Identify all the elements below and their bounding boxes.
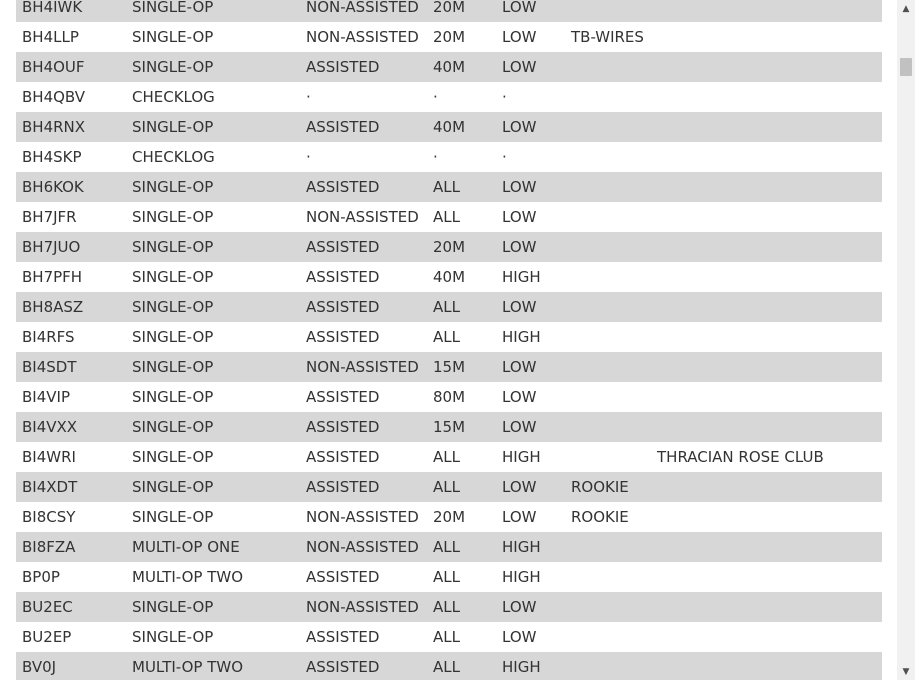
cell-assisted: · <box>300 142 427 172</box>
table-row <box>16 292 882 322</box>
cell-power: HIGH <box>496 532 565 562</box>
cell-club <box>651 262 882 292</box>
table-row <box>16 82 882 112</box>
table-row <box>16 652 882 680</box>
table-row <box>16 22 882 52</box>
cell-overlay: TB-WIRES <box>565 22 651 52</box>
cell-call: BI4SDT <box>16 352 126 382</box>
cell-power: LOW <box>496 412 565 442</box>
cell-assisted: ASSISTED <box>300 112 427 142</box>
cell-club <box>651 352 882 382</box>
cell-category: SINGLE-OP <box>126 172 300 202</box>
table-row <box>16 172 882 202</box>
table-row <box>16 502 882 532</box>
cell-power: LOW <box>496 472 565 502</box>
cell-overlay: ROOKIE <box>565 472 651 502</box>
cell-category: SINGLE-OP <box>126 262 300 292</box>
cell-overlay <box>565 322 651 352</box>
cell-assisted: NON-ASSISTED <box>300 352 427 382</box>
cell-band: ALL <box>427 592 496 622</box>
table-row <box>16 0 882 22</box>
cell-call: BI8CSY <box>16 502 126 532</box>
cell-category: SINGLE-OP <box>126 472 300 502</box>
cell-club <box>651 292 882 322</box>
cell-call: BI4XDT <box>16 472 126 502</box>
cell-category: SINGLE-OP <box>126 412 300 442</box>
cell-overlay <box>565 532 651 562</box>
cell-band: ALL <box>427 202 496 232</box>
cell-band: ALL <box>427 442 496 472</box>
cell-call: BH8ASZ <box>16 292 126 322</box>
cell-category: MULTI-OP TWO <box>126 562 300 592</box>
cell-overlay <box>565 292 651 322</box>
cell-power: LOW <box>496 52 565 82</box>
cell-category: SINGLE-OP <box>126 22 300 52</box>
cell-band: ALL <box>427 322 496 352</box>
cell-club <box>651 382 882 412</box>
table-row <box>16 322 882 352</box>
cell-club <box>651 142 882 172</box>
cell-band: ALL <box>427 172 496 202</box>
cell-club <box>651 22 882 52</box>
cell-overlay <box>565 442 651 472</box>
cell-category: SINGLE-OP <box>126 382 300 412</box>
cell-category: SINGLE-OP <box>126 322 300 352</box>
cell-call: BV0J <box>16 652 126 680</box>
cell-club <box>651 562 882 592</box>
cell-band: 40M <box>427 262 496 292</box>
scroll-down-icon[interactable]: ▼ <box>902 666 910 677</box>
cell-call: BH4QBV <box>16 82 126 112</box>
cell-power: LOW <box>496 382 565 412</box>
cell-band: 20M <box>427 502 496 532</box>
cell-category: SINGLE-OP <box>126 622 300 652</box>
cell-club <box>651 52 882 82</box>
cell-band: ALL <box>427 472 496 502</box>
cell-assisted: ASSISTED <box>300 442 427 472</box>
cell-band: ALL <box>427 652 496 680</box>
cell-call: BI8FZA <box>16 532 126 562</box>
scroll-thumb[interactable] <box>900 58 912 76</box>
cell-overlay <box>565 82 651 112</box>
table-row <box>16 592 882 622</box>
cell-assisted: NON-ASSISTED <box>300 0 427 22</box>
cell-overlay <box>565 232 651 262</box>
cell-category: SINGLE-OP <box>126 0 300 22</box>
cell-overlay <box>565 0 651 22</box>
cell-category: MULTI-OP TWO <box>126 652 300 680</box>
cell-call: BU2EC <box>16 592 126 622</box>
cell-assisted: ASSISTED <box>300 322 427 352</box>
scroll-up-icon[interactable]: ▲ <box>902 3 910 14</box>
table-row <box>16 262 882 292</box>
cell-call: BH7JUO <box>16 232 126 262</box>
cell-assisted: · <box>300 82 427 112</box>
cell-band: 15M <box>427 352 496 382</box>
cell-band: 80M <box>427 382 496 412</box>
cell-club <box>651 652 882 680</box>
cell-category: SINGLE-OP <box>126 292 300 322</box>
cell-category: SINGLE-OP <box>126 202 300 232</box>
cell-category: CHECKLOG <box>126 82 300 112</box>
table-row <box>16 622 882 652</box>
cell-assisted: NON-ASSISTED <box>300 592 427 622</box>
cell-assisted: ASSISTED <box>300 412 427 442</box>
cell-band: 20M <box>427 232 496 262</box>
cell-call: BH7PFH <box>16 262 126 292</box>
cell-overlay <box>565 52 651 82</box>
cell-assisted: ASSISTED <box>300 472 427 502</box>
cell-overlay <box>565 652 651 680</box>
cell-power: HIGH <box>496 442 565 472</box>
cell-band: ALL <box>427 532 496 562</box>
cell-overlay <box>565 562 651 592</box>
cell-band: 40M <box>427 112 496 142</box>
cell-power: HIGH <box>496 562 565 592</box>
cell-band: 40M <box>427 52 496 82</box>
cell-club <box>651 82 882 112</box>
cell-call: BI4RFS <box>16 322 126 352</box>
cell-call: BH7JFR <box>16 202 126 232</box>
log-table <box>16 0 882 680</box>
cell-overlay <box>565 412 651 442</box>
cell-power: LOW <box>496 0 565 22</box>
cell-power: HIGH <box>496 652 565 680</box>
cell-band: ALL <box>427 562 496 592</box>
cell-club: THRACIAN ROSE CLUB <box>651 442 882 472</box>
cell-club <box>651 502 882 532</box>
cell-category: CHECKLOG <box>126 142 300 172</box>
cell-power: LOW <box>496 112 565 142</box>
cell-power: LOW <box>496 292 565 322</box>
cell-power: LOW <box>496 172 565 202</box>
cell-category: SINGLE-OP <box>126 52 300 82</box>
cell-call: BH4SKP <box>16 142 126 172</box>
cell-category: SINGLE-OP <box>126 592 300 622</box>
cell-club <box>651 0 882 22</box>
cell-category: SINGLE-OP <box>126 442 300 472</box>
cell-overlay <box>565 352 651 382</box>
table-row <box>16 472 882 502</box>
cell-assisted: ASSISTED <box>300 262 427 292</box>
cell-band: 20M <box>427 22 496 52</box>
table-row <box>16 442 882 472</box>
cell-assisted: ASSISTED <box>300 172 427 202</box>
table-row <box>16 232 882 262</box>
table-row <box>16 142 882 172</box>
cell-power: LOW <box>496 622 565 652</box>
cell-assisted: ASSISTED <box>300 382 427 412</box>
cell-overlay <box>565 142 651 172</box>
table-row <box>16 112 882 142</box>
cell-overlay <box>565 112 651 142</box>
cell-band: ALL <box>427 292 496 322</box>
vertical-scrollbar[interactable] <box>897 0 915 680</box>
cell-band: · <box>427 82 496 112</box>
cell-assisted: ASSISTED <box>300 652 427 680</box>
cell-club <box>651 232 882 262</box>
cell-call: BH4LLP <box>16 22 126 52</box>
cell-call: BI4WRI <box>16 442 126 472</box>
cell-call: BU2EP <box>16 622 126 652</box>
table-row <box>16 562 882 592</box>
cell-band: ALL <box>427 622 496 652</box>
cell-call: BP0P <box>16 562 126 592</box>
cell-power: HIGH <box>496 262 565 292</box>
cell-call: BI4VXX <box>16 412 126 442</box>
cell-category: SINGLE-OP <box>126 112 300 142</box>
cell-power: LOW <box>496 202 565 232</box>
cell-club <box>651 532 882 562</box>
cell-power: LOW <box>496 22 565 52</box>
cell-band: · <box>427 142 496 172</box>
cell-overlay: ROOKIE <box>565 502 651 532</box>
table-row <box>16 352 882 382</box>
cell-category: MULTI-OP ONE <box>126 532 300 562</box>
table-row <box>16 412 882 442</box>
cell-band: 20M <box>427 0 496 22</box>
log-table-body <box>16 0 882 680</box>
cell-overlay <box>565 202 651 232</box>
table-row <box>16 52 882 82</box>
cell-category: SINGLE-OP <box>126 352 300 382</box>
cell-club <box>651 112 882 142</box>
cell-call: BH4IWK <box>16 0 126 22</box>
cell-club <box>651 322 882 352</box>
cell-power: LOW <box>496 232 565 262</box>
cell-power: HIGH <box>496 322 565 352</box>
cell-power: · <box>496 142 565 172</box>
cell-overlay <box>565 262 651 292</box>
cell-call: BH4RNX <box>16 112 126 142</box>
cell-assisted: ASSISTED <box>300 292 427 322</box>
cell-band: 15M <box>427 412 496 442</box>
table-row <box>16 382 882 412</box>
cell-call: BI4VIP <box>16 382 126 412</box>
cell-assisted: NON-ASSISTED <box>300 22 427 52</box>
cell-category: SINGLE-OP <box>126 502 300 532</box>
cell-assisted: ASSISTED <box>300 232 427 262</box>
cell-assisted: NON-ASSISTED <box>300 532 427 562</box>
cell-overlay <box>565 172 651 202</box>
cell-assisted: ASSISTED <box>300 622 427 652</box>
cell-call: BH4OUF <box>16 52 126 82</box>
cell-club <box>651 172 882 202</box>
cell-power: LOW <box>496 352 565 382</box>
cell-overlay <box>565 622 651 652</box>
cell-club <box>651 592 882 622</box>
cell-club <box>651 412 882 442</box>
table-row <box>16 532 882 562</box>
cell-club <box>651 202 882 232</box>
cell-assisted: ASSISTED <box>300 52 427 82</box>
cell-power: LOW <box>496 502 565 532</box>
cell-assisted: NON-ASSISTED <box>300 502 427 532</box>
cell-overlay <box>565 382 651 412</box>
cell-club <box>651 472 882 502</box>
cell-power: LOW <box>496 592 565 622</box>
cell-call: BH6KOK <box>16 172 126 202</box>
cell-category: SINGLE-OP <box>126 232 300 262</box>
cell-club <box>651 622 882 652</box>
table-row <box>16 202 882 232</box>
cell-assisted: NON-ASSISTED <box>300 202 427 232</box>
cell-power: · <box>496 82 565 112</box>
cell-assisted: ASSISTED <box>300 562 427 592</box>
cell-overlay <box>565 592 651 622</box>
